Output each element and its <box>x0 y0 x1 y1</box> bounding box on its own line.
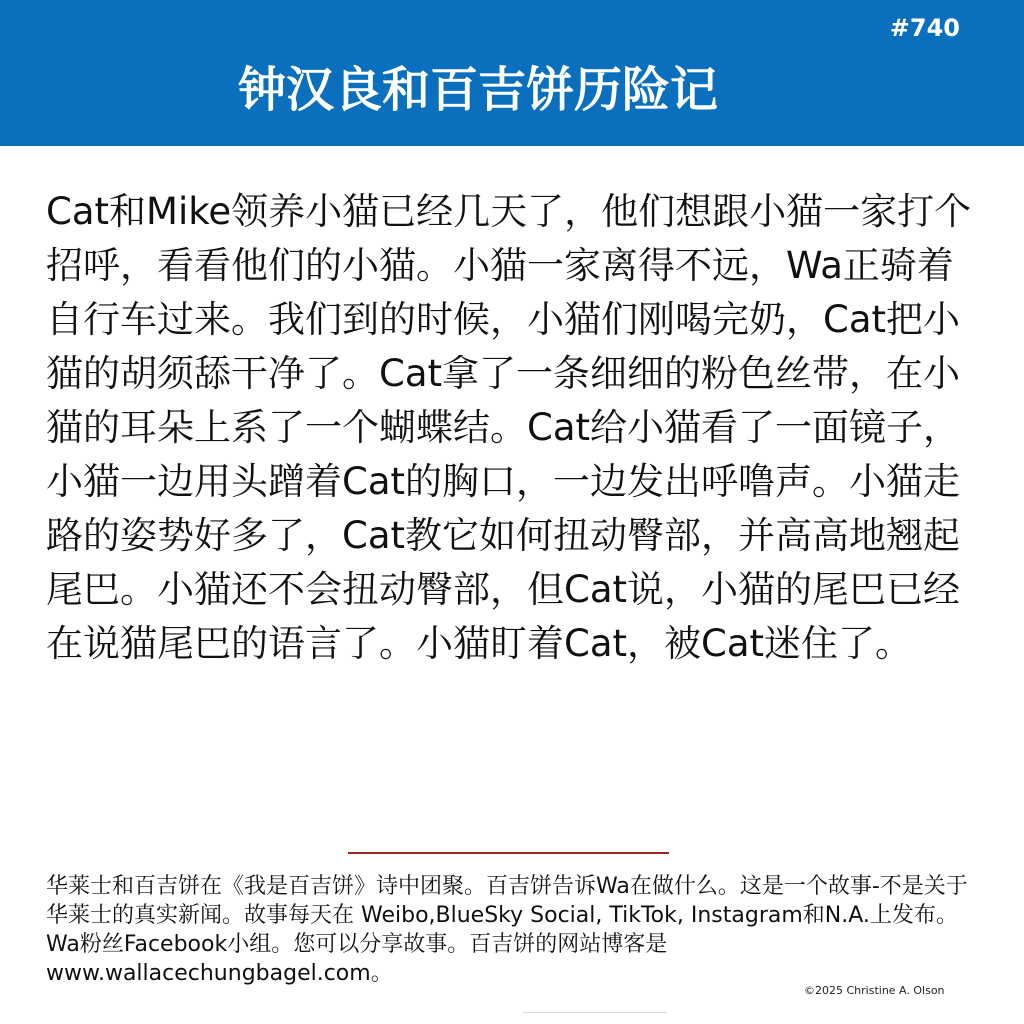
copyright-notice: ©2025 Christine A. Olson <box>804 984 945 997</box>
episode-number: #740 <box>889 14 960 42</box>
page-title: 钟汉良和百吉饼历险记 <box>237 62 718 118</box>
header-banner <box>0 0 1024 146</box>
section-divider <box>348 852 669 854</box>
footer-note: 华莱士和百吉饼在《我是百吉饼》诗中团聚。百吉饼告诉Wa在做什么。这是一个故事-不是关于华莱士的真实新闻。故事每天在 Weibo,BlueSky Social, TikTok, Instagram和N.A.上发布。Wa粉丝Facebook小组。您可以分享故事。百吉饼的网站博客是www.wallacechungbagel.com。 <box>46 874 968 986</box>
bottom-divider <box>523 1012 667 1013</box>
story-text: Cat和Mike领养小猫已经几天了，他们想跟小猫一家打个招呼，看看他们的小猫。小猫一家离得不远，Wa正骑着自行车过来。我们到的时候，小猫们刚喝完奶，Cat把小猫的胡须舔干净了。Cat拿了一条细细的粉色丝带，在小猫的耳朵上系了一个蝴蝶结。Cat给小猫看了一面镜子，小猫一边用头蹭着Cat的胸口，一边发出呼噜声。小猫走路的姿势好多了，Cat教它如何扭动臀部，并高高地翘起尾巴。小猫还不会扭动臀部，但Cat说，小猫的尾巴已经在说猫尾巴的语言了。小猫盯着Cat，被Cat迷住了。 <box>46 190 972 665</box>
